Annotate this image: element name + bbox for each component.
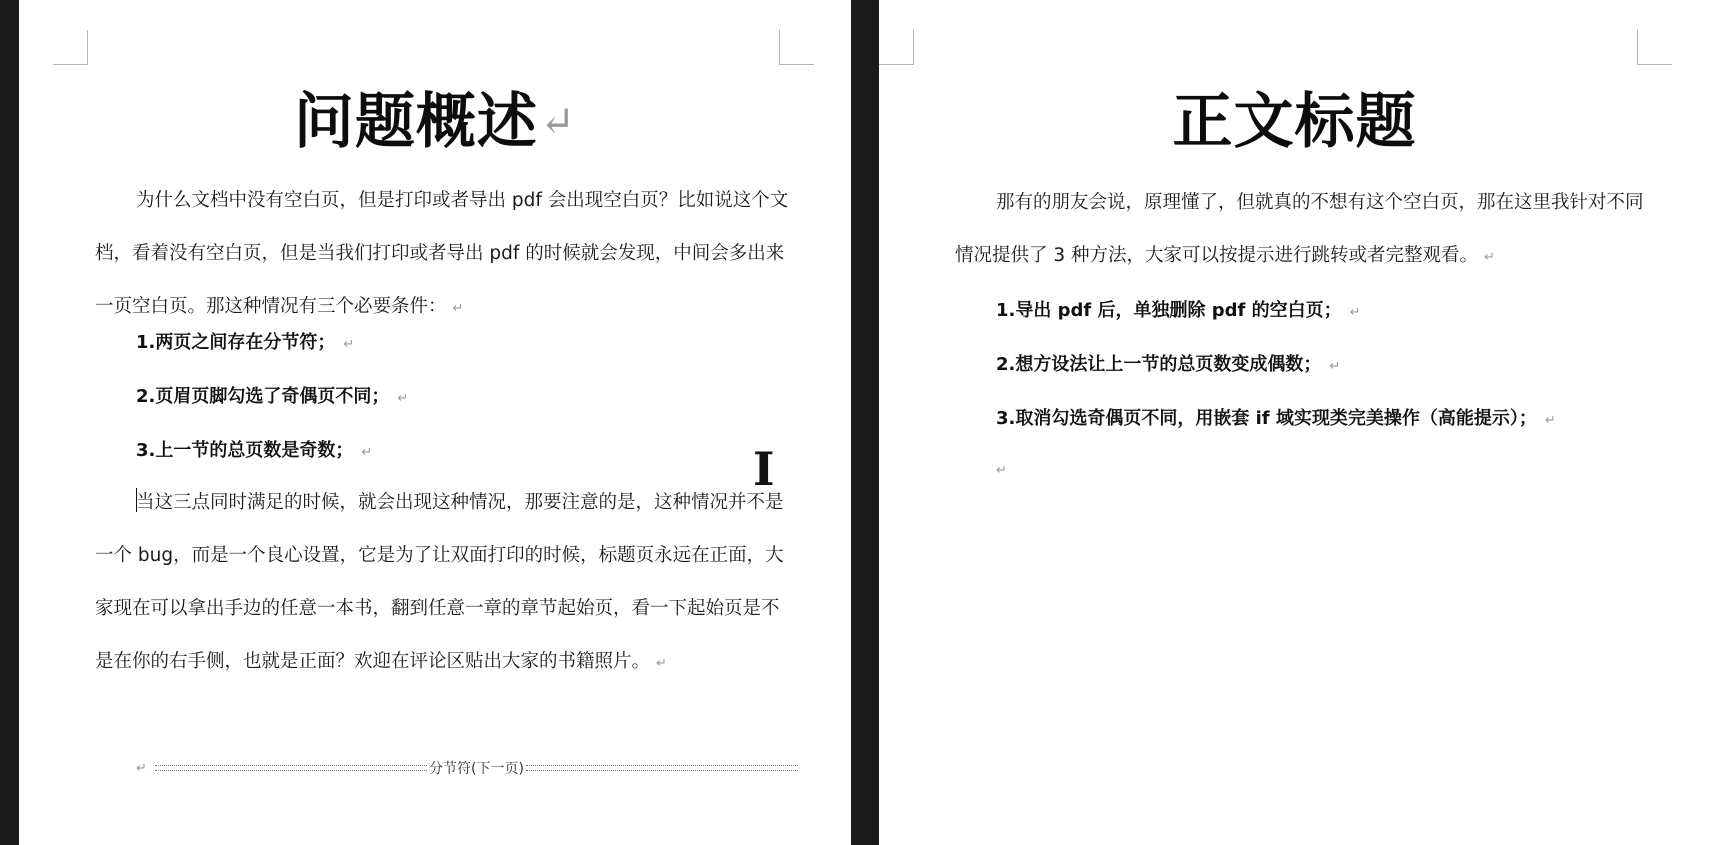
condition-item[interactable] bbox=[136, 436, 372, 462]
condition-text: 2.页眉页脚勾选了奇偶页不同； bbox=[136, 386, 390, 407]
condition-item[interactable] bbox=[136, 328, 354, 354]
page-title-text: 正文标题 bbox=[1172, 87, 1417, 157]
intro-paragraph[interactable] bbox=[95, 174, 797, 335]
crop-mark-top-right bbox=[779, 30, 814, 65]
explanation-paragraph-text: 当这三点同时满足的时候，就会出现这种情况，那要注意的是，这种情况并不是一个 bug，而是一个良心设置，它是为了让双面打印的时候，标题页永远在正面，大家现在可以拿出手边的任意一本书，翻到任意一章的章节起始页，看一下起始页是不是在你的右手侧，也就是正面？欢迎在评论区贴出大家的书籍照片。 bbox=[95, 492, 784, 672]
condition-text: 3.上一节的总页数是奇数； bbox=[136, 440, 354, 461]
method-item[interactable] bbox=[996, 350, 1340, 376]
left-window-edge bbox=[0, 0, 19, 845]
condition-text: 1.两页之间存在分节符； bbox=[136, 332, 336, 353]
crop-mark-top-right bbox=[1637, 30, 1672, 65]
crop-mark-top-left bbox=[879, 30, 914, 65]
paragraph-mark-icon: ↵ bbox=[1349, 305, 1361, 320]
paragraph-mark-icon: ↵ bbox=[397, 391, 409, 406]
empty-paragraph[interactable] bbox=[996, 458, 1007, 479]
method-text: 2.想方设法让上一节的总页数变成偶数； bbox=[996, 354, 1322, 375]
methods-intro-text: 那有的朋友会说，原理懂了，但就真的不想有这个空白页，那在这里我针对不同情况提供了 3 种方法，大家可以按提示进行跳转或者完整观看。 bbox=[955, 192, 1644, 266]
paragraph-mark-icon: ↵ bbox=[1484, 250, 1495, 265]
paragraph-mark-icon: ↵ bbox=[343, 337, 355, 352]
section-break-line bbox=[155, 765, 427, 771]
method-text: 1.导出 pdf 后，单独删除 pdf 的空白页； bbox=[996, 300, 1342, 321]
paragraph-mark-icon: ↵ bbox=[361, 445, 373, 460]
method-text: 3.取消勾选奇偶页不同，用嵌套 if 域实现类完美操作（高能提示）； bbox=[996, 408, 1537, 429]
paragraph-mark-icon: ↵ bbox=[1544, 413, 1556, 428]
section-break-label: 分节符(下一页) bbox=[428, 761, 524, 777]
paragraph-mark-icon: ↵ bbox=[136, 760, 147, 776]
paragraph-mark-icon: ↵ bbox=[539, 97, 577, 146]
paragraph-mark-icon: ↵ bbox=[452, 301, 464, 316]
page-title[interactable] bbox=[879, 82, 1710, 162]
paragraph-mark-icon: ↵ bbox=[996, 463, 1007, 478]
condition-item[interactable] bbox=[136, 382, 408, 408]
method-item[interactable] bbox=[996, 404, 1556, 430]
page-title-text: 问题概述 bbox=[293, 87, 538, 157]
page-title[interactable] bbox=[19, 82, 851, 162]
document-page-right[interactable] bbox=[879, 0, 1710, 845]
method-item[interactable] bbox=[996, 296, 1361, 322]
section-break[interactable] bbox=[136, 758, 798, 778]
document-page-left[interactable] bbox=[19, 0, 851, 845]
explanation-paragraph[interactable] bbox=[95, 476, 797, 690]
crop-mark-top-left bbox=[53, 30, 88, 65]
intro-paragraph-text: 为什么文档中没有空白页，但是打印或者导出 pdf 会出现空白页？比如说这个文档，看着没有空白页，但是当我们打印或者导出 pdf 的时候就会发现，中间会多出来一页空白页。那这种情况有三个必要条件： bbox=[95, 190, 789, 317]
paragraph-mark-icon: ↵ bbox=[1329, 359, 1341, 374]
paragraph-mark-icon: ↵ bbox=[656, 656, 667, 671]
ibeam-cursor-icon: I bbox=[753, 442, 775, 496]
methods-intro-paragraph[interactable] bbox=[955, 176, 1647, 284]
section-break-line bbox=[526, 765, 798, 771]
page-gap bbox=[851, 0, 879, 845]
